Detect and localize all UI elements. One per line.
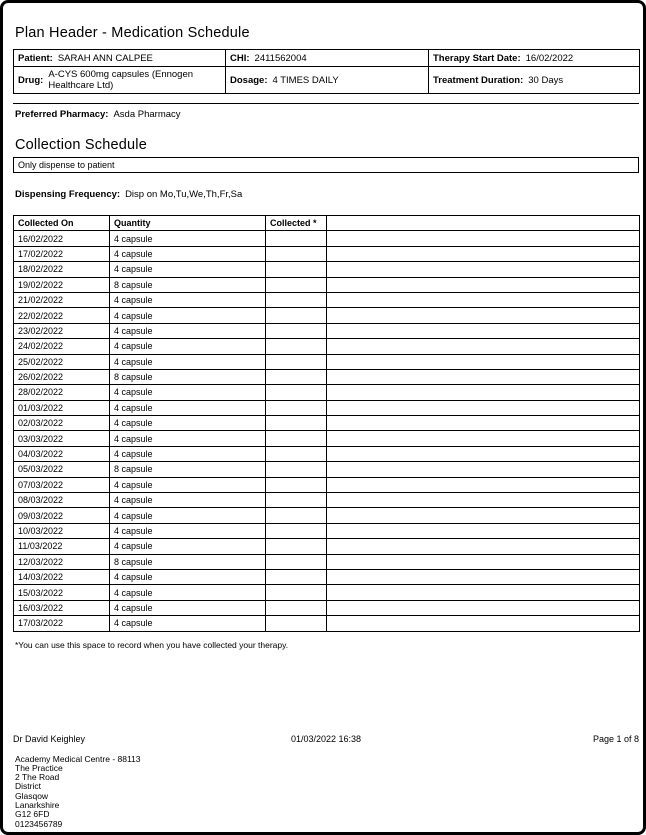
blank-cell bbox=[327, 416, 640, 431]
clinician-name: Dr David Keighley bbox=[13, 733, 86, 744]
collected-cell bbox=[266, 354, 327, 369]
address-line: District bbox=[15, 781, 41, 792]
table-row bbox=[14, 416, 640, 431]
collected-on-cell: 14/03/2022 bbox=[14, 569, 110, 584]
chi-value: 2411562004 bbox=[254, 52, 307, 64]
table-header-row bbox=[14, 216, 640, 231]
collected-on-cell: 10/03/2022 bbox=[14, 523, 110, 538]
collected-cell bbox=[266, 616, 327, 631]
collected-cell bbox=[266, 493, 327, 508]
blank-cell bbox=[327, 246, 640, 261]
blank-cell bbox=[327, 600, 640, 615]
collected-cell bbox=[266, 462, 327, 477]
address-line: G12 6FD bbox=[15, 809, 50, 820]
blank-cell bbox=[327, 446, 640, 461]
quantity-cell: 8 capsule bbox=[110, 554, 266, 569]
table-row bbox=[14, 477, 640, 492]
dosage-label: Dosage: bbox=[230, 74, 268, 86]
quantity-cell: 4 capsule bbox=[110, 446, 266, 461]
collected-cell bbox=[266, 277, 327, 292]
collected-on-cell: 01/03/2022 bbox=[14, 400, 110, 415]
collected-cell bbox=[266, 385, 327, 400]
collected-cell bbox=[266, 523, 327, 538]
quantity-cell: 4 capsule bbox=[110, 308, 266, 323]
collected-cell bbox=[266, 400, 327, 415]
table-row bbox=[14, 600, 640, 615]
blank-cell bbox=[327, 385, 640, 400]
quantity-cell: 4 capsule bbox=[110, 431, 266, 446]
quantity-cell: 4 capsule bbox=[110, 354, 266, 369]
table-row bbox=[14, 262, 640, 277]
collected-cell bbox=[266, 554, 327, 569]
preferred-pharmacy-value: Asda Pharmacy bbox=[113, 109, 181, 120]
treatment-duration-cell bbox=[429, 67, 640, 94]
collected-cell bbox=[266, 477, 327, 492]
blank-cell bbox=[327, 354, 640, 369]
dispensing-frequency-label: Dispensing Frequency: bbox=[15, 189, 121, 200]
drug-value: A-CYS 600mg capsules (Ennogen Healthcare Ltd) bbox=[48, 69, 194, 91]
dosage-cell bbox=[226, 67, 429, 94]
table-row bbox=[14, 246, 640, 261]
blank-cell bbox=[327, 323, 640, 338]
quantity-cell: 8 capsule bbox=[110, 277, 266, 292]
patient-value: SARAH ANN CALPEE bbox=[57, 52, 153, 64]
treatment-duration-label: Treatment Duration: bbox=[433, 74, 524, 86]
collected-on-cell: 07/03/2022 bbox=[14, 477, 110, 492]
table-row bbox=[14, 231, 640, 246]
collected-cell bbox=[266, 262, 327, 277]
quantity-cell: 4 capsule bbox=[110, 385, 266, 400]
collected-on-cell: 15/03/2022 bbox=[14, 585, 110, 600]
collected-on-cell: 24/02/2022 bbox=[14, 339, 110, 354]
therapy-start-value: 16/02/2022 bbox=[525, 52, 574, 64]
table-row bbox=[14, 431, 640, 446]
plan-header-table bbox=[13, 49, 640, 94]
collected-on-cell: 16/02/2022 bbox=[14, 231, 110, 246]
table-row bbox=[14, 554, 640, 569]
collected-on-cell: 04/03/2022 bbox=[14, 446, 110, 461]
collected-on-cell: 09/03/2022 bbox=[14, 508, 110, 523]
address-line: Glasqow bbox=[15, 790, 49, 801]
schedule-table-body bbox=[14, 231, 640, 631]
dispense-note-box: Only dispense to patient bbox=[13, 157, 639, 173]
address-line: Lanarkshire bbox=[15, 800, 60, 811]
collected-cell bbox=[266, 600, 327, 615]
therapy-start-cell bbox=[429, 50, 640, 67]
blank-cell bbox=[327, 400, 640, 415]
quantity-cell: 4 capsule bbox=[110, 523, 266, 538]
blank-cell bbox=[327, 585, 640, 600]
table-row bbox=[14, 354, 640, 369]
patient-cell bbox=[14, 50, 226, 67]
quantity-cell: 4 capsule bbox=[110, 339, 266, 354]
blank-cell bbox=[327, 462, 640, 477]
blank-cell bbox=[327, 554, 640, 569]
table-row bbox=[14, 323, 640, 338]
drug-cell bbox=[14, 67, 226, 94]
collected-cell bbox=[266, 446, 327, 461]
collected-cell bbox=[266, 292, 327, 307]
table-row bbox=[14, 493, 640, 508]
quantity-cell: 4 capsule bbox=[110, 477, 266, 492]
quantity-cell: 4 capsule bbox=[110, 246, 266, 261]
quantity-cell: 4 capsule bbox=[110, 508, 266, 523]
collected-on-cell: 17/03/2022 bbox=[14, 616, 110, 631]
preferred-pharmacy bbox=[15, 109, 633, 120]
blank-cell bbox=[327, 369, 640, 384]
blank-cell bbox=[327, 493, 640, 508]
collected-cell bbox=[266, 246, 327, 261]
table-row bbox=[14, 446, 640, 461]
collected-cell bbox=[266, 431, 327, 446]
blank-cell bbox=[327, 308, 640, 323]
dispensing-frequency-value: Disp on Mo,Tu,We,Th,Fr,Sa bbox=[125, 189, 243, 200]
divider-line bbox=[13, 103, 639, 104]
quantity-cell: 4 capsule bbox=[110, 262, 266, 277]
collected-on-cell: 02/03/2022 bbox=[14, 416, 110, 431]
page-footer bbox=[13, 734, 639, 744]
blank-cell bbox=[327, 231, 640, 246]
blank-cell bbox=[327, 569, 640, 584]
footnote: *You can use this space to record when you have collected your therapy. bbox=[15, 639, 289, 650]
collected-cell bbox=[266, 308, 327, 323]
collected-on-cell: 03/03/2022 bbox=[14, 431, 110, 446]
table-row bbox=[14, 400, 640, 415]
collected-on-cell: 21/02/2022 bbox=[14, 292, 110, 307]
table-row bbox=[14, 339, 640, 354]
table-row bbox=[14, 369, 640, 384]
address-line: The Practice bbox=[15, 762, 63, 773]
table-row bbox=[14, 539, 640, 554]
quantity-cell: 4 capsule bbox=[110, 539, 266, 554]
collected-cell bbox=[266, 539, 327, 554]
blank-header bbox=[327, 216, 640, 231]
preferred-pharmacy-label: Preferred Pharmacy: bbox=[15, 109, 109, 120]
quantity-cell: 4 capsule bbox=[110, 292, 266, 307]
collected-on-cell: 28/02/2022 bbox=[14, 385, 110, 400]
quantity-cell: 4 capsule bbox=[110, 400, 266, 415]
collected-on-cell: 26/02/2022 bbox=[14, 369, 110, 384]
collection-schedule-table bbox=[13, 215, 640, 632]
blank-cell bbox=[327, 431, 640, 446]
table-row bbox=[14, 616, 640, 631]
quantity-cell: 4 capsule bbox=[110, 323, 266, 338]
address-line: 0123456789 bbox=[15, 818, 63, 829]
quantity-header: Quantity bbox=[110, 216, 266, 231]
collected-header: Collected * bbox=[266, 216, 327, 231]
blank-cell bbox=[327, 277, 640, 292]
collected-cell bbox=[266, 569, 327, 584]
table-row bbox=[14, 67, 640, 94]
collected-cell bbox=[266, 369, 327, 384]
chi-cell bbox=[226, 50, 429, 67]
collected-on-cell: 16/03/2022 bbox=[14, 600, 110, 615]
table-row bbox=[14, 585, 640, 600]
collected-on-cell: 19/02/2022 bbox=[14, 277, 110, 292]
collected-on-cell: 22/02/2022 bbox=[14, 308, 110, 323]
table-row bbox=[14, 50, 640, 67]
collected-on-cell: 12/03/2022 bbox=[14, 554, 110, 569]
collected-cell bbox=[266, 231, 327, 246]
collected-on-header: Collected On bbox=[14, 216, 110, 231]
collected-on-cell: 05/03/2022 bbox=[14, 462, 110, 477]
collected-cell bbox=[266, 585, 327, 600]
quantity-cell: 4 capsule bbox=[110, 416, 266, 431]
quantity-cell: 4 capsule bbox=[110, 600, 266, 615]
dispensing-frequency bbox=[15, 189, 633, 200]
table-row bbox=[14, 308, 640, 323]
quantity-cell: 4 capsule bbox=[110, 585, 266, 600]
collected-cell bbox=[266, 416, 327, 431]
address-line: 2 The Road bbox=[15, 772, 60, 783]
blank-cell bbox=[327, 508, 640, 523]
dosage-value: 4 TIMES DAILY bbox=[272, 74, 339, 86]
blank-cell bbox=[327, 292, 640, 307]
blank-cell bbox=[327, 616, 640, 631]
blank-cell bbox=[327, 523, 640, 538]
table-row bbox=[14, 292, 640, 307]
collected-cell bbox=[266, 508, 327, 523]
table-row bbox=[14, 462, 640, 477]
quantity-cell: 8 capsule bbox=[110, 462, 266, 477]
table-row bbox=[14, 277, 640, 292]
page-content bbox=[3, 25, 643, 829]
quantity-cell: 4 capsule bbox=[110, 231, 266, 246]
collected-on-cell: 23/02/2022 bbox=[14, 323, 110, 338]
collected-cell bbox=[266, 339, 327, 354]
print-timestamp: 01/03/2022 16:38 bbox=[290, 733, 362, 744]
blank-cell bbox=[327, 539, 640, 554]
collected-on-cell: 18/02/2022 bbox=[14, 262, 110, 277]
collected-on-cell: 17/02/2022 bbox=[14, 246, 110, 261]
collected-on-cell: 08/03/2022 bbox=[14, 493, 110, 508]
quantity-cell: 8 capsule bbox=[110, 369, 266, 384]
blank-cell bbox=[327, 339, 640, 354]
blank-cell bbox=[327, 262, 640, 277]
address-block bbox=[15, 755, 633, 829]
table-row bbox=[14, 385, 640, 400]
patient-label: Patient: bbox=[18, 52, 53, 64]
chi-label: CHI: bbox=[230, 52, 250, 64]
address-line: Academy Medical Centre - 88113 bbox=[15, 753, 141, 764]
table-row bbox=[14, 508, 640, 523]
treatment-duration-value: 30 Days bbox=[528, 74, 564, 86]
collection-schedule-title: Collection Schedule bbox=[15, 137, 147, 153]
blank-cell bbox=[327, 477, 640, 492]
table-row bbox=[14, 523, 640, 538]
page-title: Plan Header - Medication Schedule bbox=[15, 25, 250, 41]
collected-on-cell: 25/02/2022 bbox=[14, 354, 110, 369]
quantity-cell: 4 capsule bbox=[110, 616, 266, 631]
table-row bbox=[14, 569, 640, 584]
page-number: Page 1 of 8 bbox=[592, 733, 639, 744]
collected-cell bbox=[266, 323, 327, 338]
quantity-cell: 4 capsule bbox=[110, 569, 266, 584]
therapy-start-label: Therapy Start Date: bbox=[433, 52, 521, 64]
drug-label: Drug: bbox=[18, 74, 44, 86]
quantity-cell: 4 capsule bbox=[110, 493, 266, 508]
collected-on-cell: 11/03/2022 bbox=[14, 539, 110, 554]
